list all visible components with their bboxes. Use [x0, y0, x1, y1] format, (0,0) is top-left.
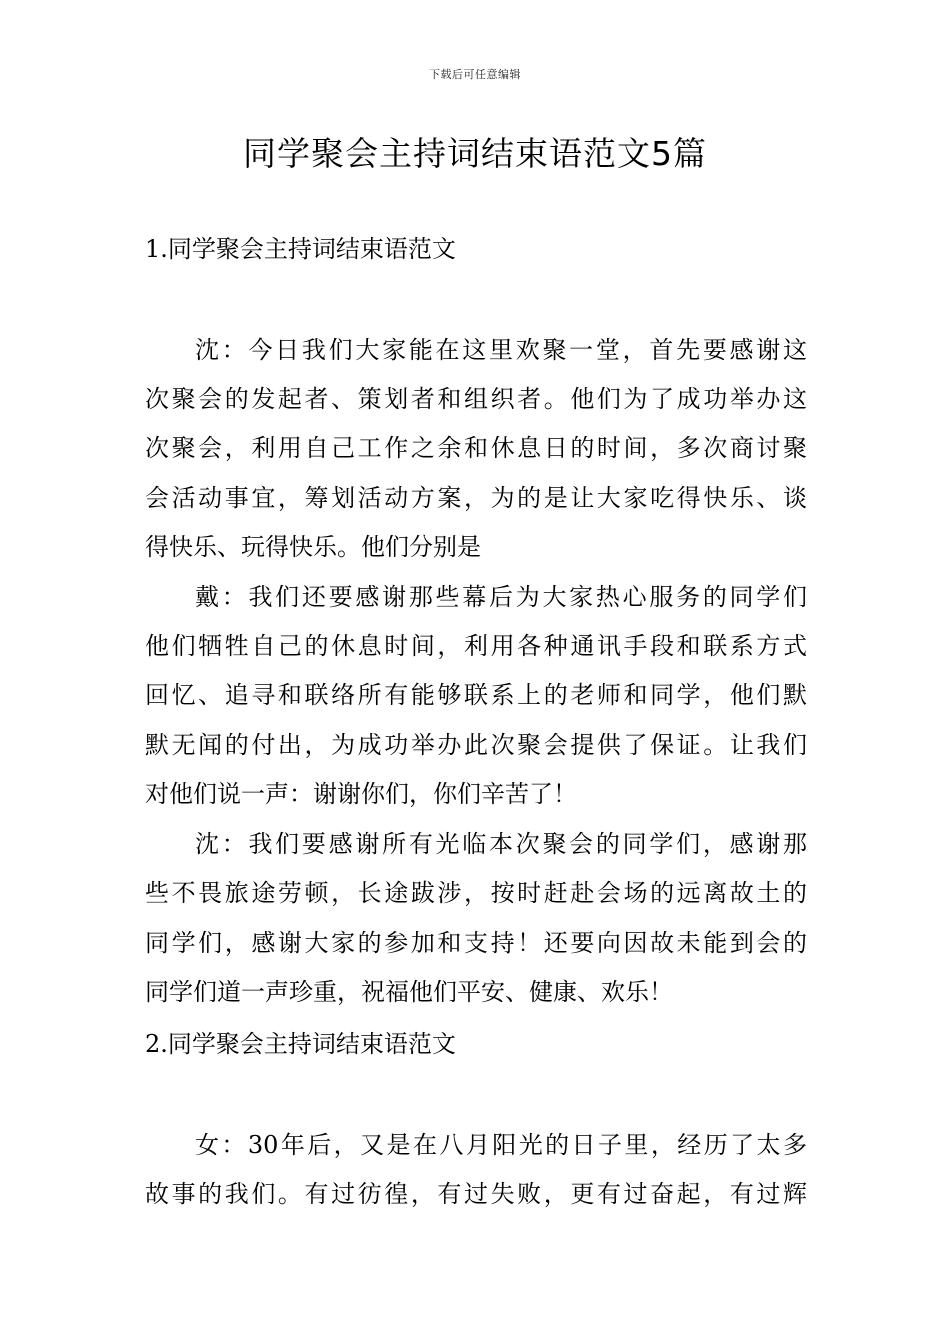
paragraph-line: 沈：今日我们大家能在这里欢聚一堂，首先要感谢这: [195, 336, 807, 364]
paragraph-line: 同学们道一声珍重，祝福他们平安、健康、欢乐！: [145, 978, 673, 1006]
paragraph-line: 会活动事宜，筹划活动方案，为的是让大家吃得快乐、谈: [145, 484, 807, 512]
section-heading: 1.同学聚会主持词结束语范文: [145, 235, 456, 263]
paragraph-line: 回忆、追寻和联络所有能够联系上的老师和同学，他们默: [145, 681, 807, 709]
document-title: 同学聚会主持词结束语范文5篇: [243, 134, 707, 173]
paragraph-line: 故事的我们。有过彷徨，有过失败，更有过奋起，有过辉: [145, 1180, 807, 1208]
paragraph-line: 次聚会的发起者、策划者和组织者。他们为了成功举办这: [145, 385, 807, 413]
paragraph-line: 女：30年后，又是在八月阳光的日子里，经历了太多: [195, 1131, 807, 1159]
section-heading: 2.同学聚会主持词结束语范文: [145, 1030, 456, 1058]
paragraph-line: 对他们说一声：谢谢你们，你们辛苦了！: [145, 780, 577, 808]
paragraph-line: 次聚会，利用自己工作之余和休息日的时间，多次商讨聚: [145, 434, 807, 462]
paragraph-line: 沈：我们要感谢所有光临本次聚会的同学们，感谢那: [195, 830, 807, 858]
paragraph-line: 同学们，感谢大家的参加和支持！还要向因故未能到会的: [145, 929, 807, 957]
paragraph-line: 他们牺牲自己的休息时间，利用各种通讯手段和联系方式: [145, 632, 807, 660]
header-note: 下载后可任意编辑: [429, 68, 521, 81]
paragraph-line: 得快乐、玩得快乐。他们分别是: [145, 533, 481, 561]
paragraph-line: 默无闻的付出，为成功举办此次聚会提供了保证。让我们: [145, 731, 807, 759]
paragraph-line: 戴：我们还要感谢那些幕后为大家热心服务的同学们: [195, 583, 807, 611]
paragraph-line: 些不畏旅途劳顿，长途跋涉，按时赶赴会场的远离故土的: [145, 879, 807, 907]
